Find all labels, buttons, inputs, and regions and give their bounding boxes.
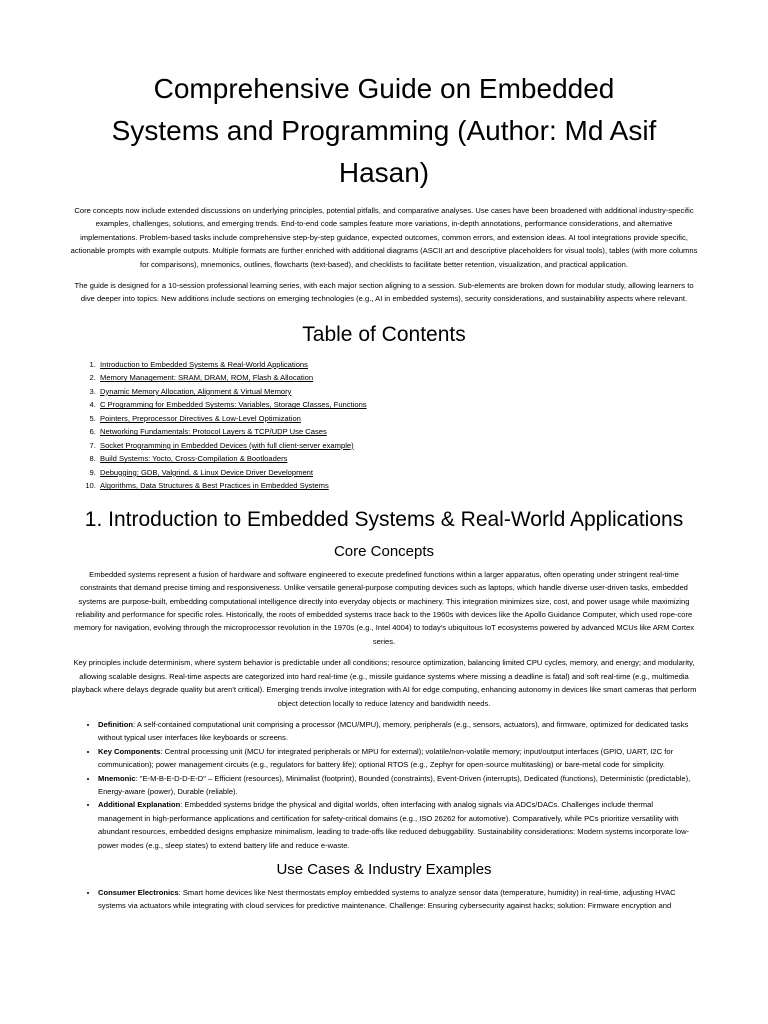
toc-item [98,412,698,426]
toc-link[interactable]: Build Systems: Yocto, Cross-Compilation & Bootloaders [100,454,288,464]
document-title: Comprehensive Guide on Embedded Systems and Programming (Author: Md Asif Hasan) [111,73,657,188]
body-paragraph: Embedded systems represent a fusion of hardware and software engineered to execute predefined functions within a larger apparatus, often operating under stringent real-time constraints that demand precise timing and responsiveness. Unlike versatile general-purpose computing devices such as laptops, which handle diverse user-driven tasks, embedded systems are purpose-built, embedding computational intelligence directly into everyday objects or machinery. This integration minimizes size, cost, and power usage while maximizing reliability and performance for specific roles. Historically, the roots of embedded systems trace back to the 1960s with devices like the Apollo Guidance Computer, which used rope-core memory for navigation, evolving through the microprocessor revolution in the 1970s (e.g., Intel 4004) to today's ubiquitous IoT ecosystems powered by advanced MCUs like ARM Cortex series. [73,569,695,646]
toc-item [98,439,698,453]
list-item-text: : "E-M-B-E-D-D-E-D" – Efficient (resources), Minimalist (footprint), Bounded (constraints), Event-Driven (interrupts), Dedicated (functions), Deterministic (predictable), Energy-aware (power), Durable (reliable). [98,773,691,796]
use-cases-list [70,886,698,913]
toc-link[interactable]: C Programming for Embedded Systems: Variables, Storage Classes, Functions [100,400,367,410]
toc-item [98,358,698,372]
list-item-text: : A self-contained computational unit comprising a processor (MCU/MPU), memory, peripherals (e.g., sensors, actuators), and firmware, optimized for dedicated tasks without typical user interfaces like keyboards or screens. [98,719,689,743]
intro-paragraph: The guide is designed for a 10-session professional learning series, with each major section aligning to a session. Sub-elements are broken down for modular study, allowing learners to dive deeper into topics. New additions include sections on emerging technologies (e.g., AI in embedded systems), security considerations, and sustainability aspects where relevant. [74,281,694,304]
toc-item [98,479,698,493]
toc-link[interactable]: Algorithms, Data Structures & Best Practices in Embedded Systems [100,481,329,491]
list-item [98,886,698,913]
list-item-label: Mnemonic [98,773,136,783]
toc-item [98,371,698,385]
toc-item [98,385,698,399]
toc-link[interactable]: Memory Management: SRAM, DRAM, ROM, Flash & Allocation [100,373,314,383]
table-of-contents [70,358,698,493]
list-item-label: Additional Explanation [98,800,181,810]
toc-item [98,466,698,480]
list-item-text: : Smart home devices like Nest thermostats employ embedded systems to analyze sensor data (temperature, humidity) in real-time, adjusting HVAC systems via actuators while integrating with cloud services for predictive maintenance. Challenge: Ensuring cybersecurity against hacks; solution: Firmware encryption and [98,887,676,911]
list-item-label: Key Components [98,746,161,756]
list-item [98,745,698,772]
section-heading: 1. Introduction to Embedded Systems & Real-World Applications [84,507,684,531]
toc-heading: Table of Contents [302,322,466,346]
list-item [98,798,698,852]
body-paragraph: Key principles include determinism, where system behavior is predictable under all conditions; resource optimization, balancing limited CPU cycles, memory, and energy; and modularity, allowing scalable designs. Real-time aspects are categorized into hard real-time (e.g., missile guidance systems where missing a deadline is fatal) and soft real-time (e.g., multimedia playback where delays degrade quality but aren't critical). Emerging trends involve integration with AI for edge computing, enhancing autonomy in devices like smart cameras that perform object detection locally to reduce latency and bandwidth needs. [71,658,697,708]
toc-item [98,452,698,466]
toc-link[interactable]: Dynamic Memory Allocation, Alignment & Virtual Memory [100,386,292,396]
toc-link[interactable]: Networking Fundamentals: Protocol Layers & TCP/UDP Use Cases [100,427,327,437]
list-item-label: Consumer Electronics [98,887,179,897]
toc-item [98,425,698,439]
toc-link[interactable]: Socket Programming in Embedded Devices (with full client-server example) [100,440,354,450]
subsection-heading: Core Concepts [333,542,435,560]
core-concepts-list [70,718,698,852]
toc-link[interactable]: Pointers, Preprocessor Directives & Low-Level Optimization [100,413,301,423]
toc-link[interactable]: Debugging: GDB, Valgrind, & Linux Device Driver Development [100,467,314,477]
list-item-text: : Central processing unit (MCU for integrated peripherals or MPU for external); volatile/non-volatile memory; input/output interfaces (GPIO, UART, I2C for communication); power management circuits (e.g., regulators for battery life); optional RTOS (e.g., Zephyr for open-source multitasking) or bare-metal code for simplicity. [98,746,674,770]
list-item-text: : Embedded systems bridge the physical and digital worlds, often interfacing with analog signals via ADCs/DACs. Challenges include thermal management in high-performance applications and certification for safety-critical domains (e.g., ISO 26262 for automotive). Comparatively, while PCs prioritize versatility with abundant resources, embedded designs emphasize minimalism, leading to trade-offs like reduced debuggability. Sustainability considerations: Modern systems incorporate low-power modes (e.g., sleep states) to extend battery life and reduce e-waste. [98,800,690,850]
list-item [98,718,698,745]
toc-item [98,398,698,412]
subsection-heading: Use Cases & Industry Examples [276,860,492,878]
intro-paragraph: Core concepts now include extended discussions on underlying principles, potential pitfalls, and comparative analyses. Use cases have been broadened with additional industry-specific examples, challenges, solutions, and emerging trends. End-to-end code samples feature more variations, in-depth annotations, performance considerations, and alternative implementations. Problem-based tasks include comprehensive step-by-step guidance, expected outcomes, common errors, and extension ideas. AI tool integrations provide specific, actionable prompts with example outputs. Multiple formats are further enriched with additional diagrams (ASCII art and descriptive placeholders for visual tools), tables (with more columns for comparisons), mnemonics, outlines, flowcharts (text-based), and checklists to facilitate better retention, visualization, and practical application. [70,206,698,269]
list-item [98,772,698,799]
list-item-label: Definition [98,719,134,729]
toc-link[interactable]: Introduction to Embedded Systems & Real-World Applications [100,359,308,369]
